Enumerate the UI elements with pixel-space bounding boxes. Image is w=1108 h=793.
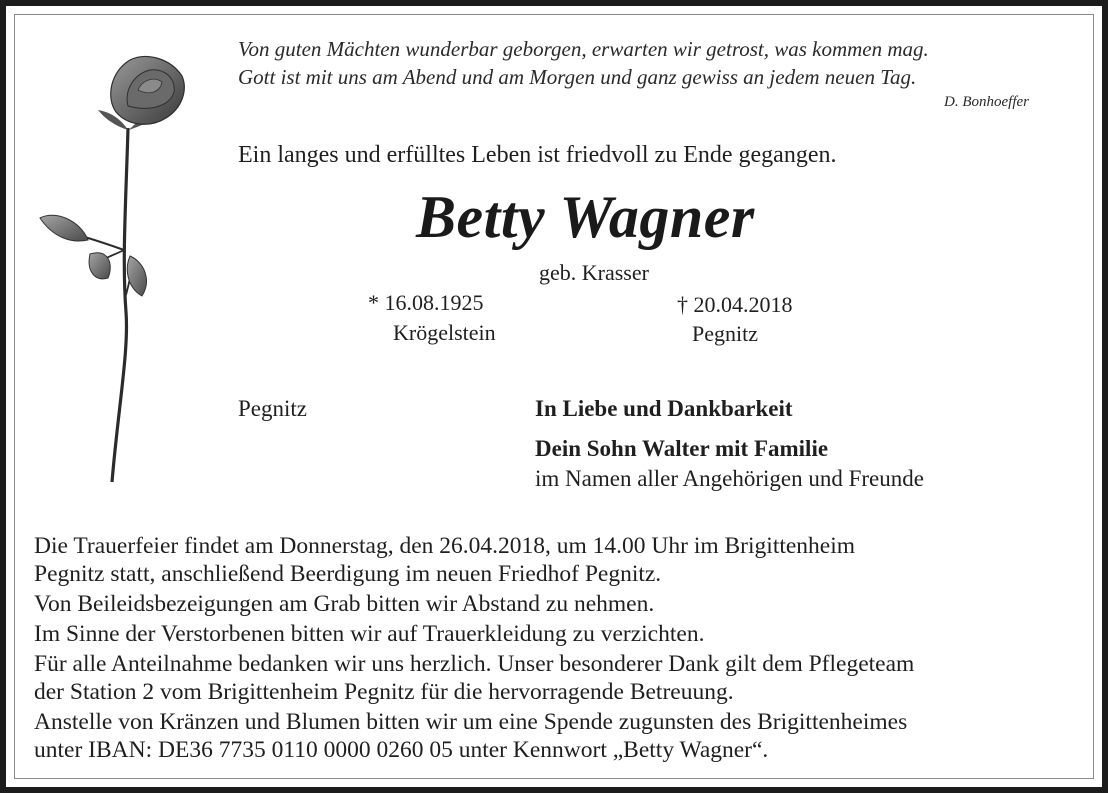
- death-date: † 20.04.2018: [677, 292, 793, 317]
- note-line-6: der Station 2 vom Brigittenheim Pegnitz für die hervorragende Betreuung.: [34, 679, 734, 705]
- birth-place: Krögelstein: [393, 320, 496, 345]
- intro-text: Ein langes und erfülltes Leben ist friedvoll zu Ende gegangen.: [238, 142, 837, 168]
- note-line-3: Von Beileidsbezeigungen am Grab bitten wir Abstand zu nehmen.: [34, 591, 655, 617]
- birth-date: * 16.08.1925: [368, 290, 484, 315]
- note-line-1: Die Trauerfeier findet am Donnerstag, den 26.04.2018, um 14.00 Uhr im Brigittenheim: [34, 533, 856, 559]
- note-line-4: Im Sinne der Verstorbenen bitten wir auf Trauerkleidung zu verzichten.: [34, 621, 705, 647]
- quote-line-2: Gott ist mit uns am Abend und am Morgen und ganz gewiss an jedem neuen Tag.: [238, 65, 917, 89]
- note-line-7: Anstelle von Kränzen und Blumen bitten wir um eine Spende zugunsten des Brigittenheimes: [34, 709, 908, 735]
- signature-line-1: In Liebe und Dankbarkeit: [535, 396, 793, 421]
- quote-line-1: Von guten Mächten wunderbar geborgen, erwarten wir getrost, was kommen mag.: [238, 37, 929, 61]
- note-line-8: unter IBAN: DE36 7735 0110 0000 0260 05 unter Kennwort „Betty Wagner“.: [34, 737, 769, 763]
- quote-author: D. Bonhoeffer: [944, 94, 1029, 110]
- signature-line-2: Dein Sohn Walter mit Familie: [535, 436, 829, 461]
- deceased-name: Betty Wagner: [416, 184, 755, 250]
- note-line-2: Pegnitz statt, anschließend Beerdigung im neuen Friedhof Pegnitz.: [34, 561, 662, 587]
- signature-line-3: im Namen aller Angehörigen und Freunde: [535, 466, 924, 491]
- maiden-name: geb. Krasser: [539, 260, 649, 285]
- rose-icon: [30, 50, 200, 490]
- note-line-5: Für alle Anteilnahme bedanken wir uns herzlich. Unser besonderer Dank gilt dem Pflegeteam: [34, 651, 915, 677]
- death-place: Pegnitz: [692, 321, 758, 346]
- signature-place: Pegnitz: [238, 396, 307, 421]
